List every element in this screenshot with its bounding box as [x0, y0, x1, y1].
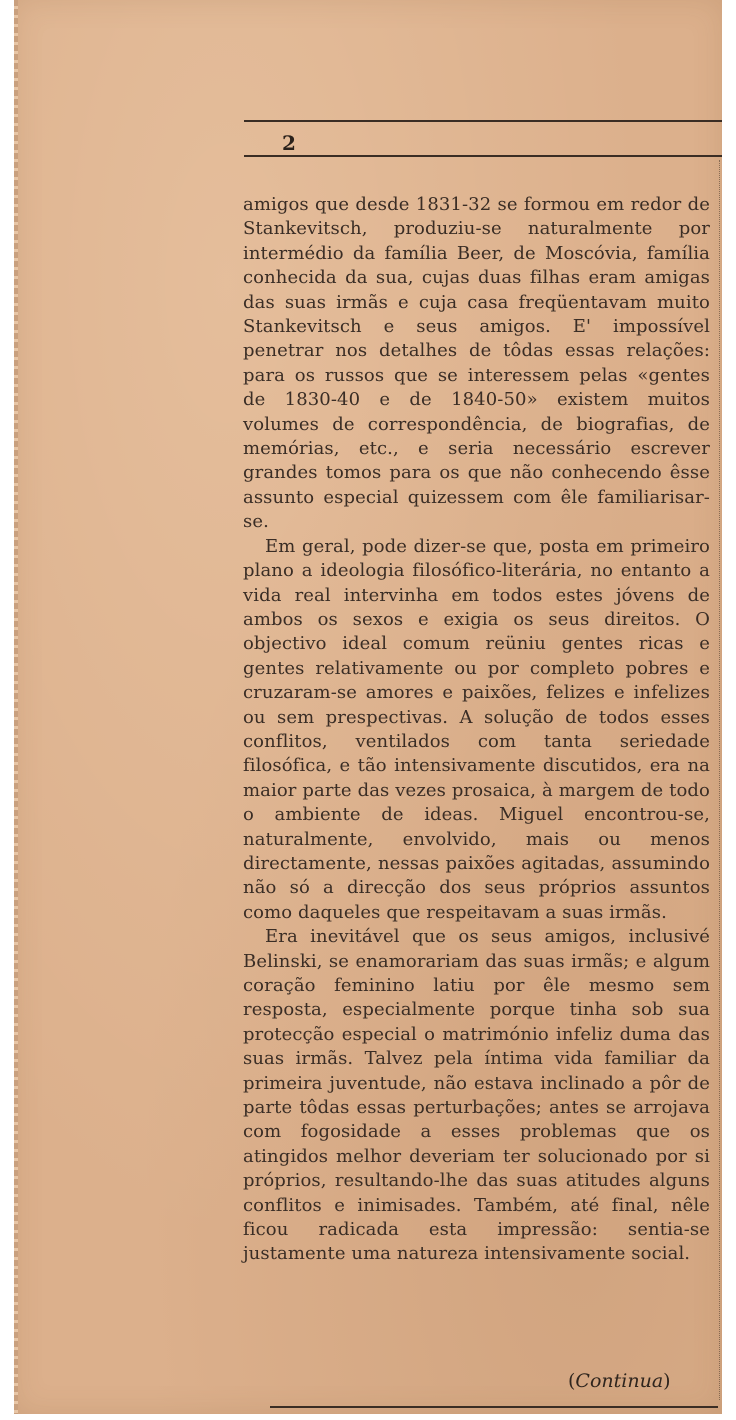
- column-border: [719, 160, 720, 1400]
- paragraph: Em geral, pode dizer-se que, posta em primeiro plano a ideologia filosófico-literária, no entanto a vida real intervinha em todos estes jóvens de ambos os sexos e exigia os seus direitos. O objectivo ideal comum reüniu gentes ricas e gentes relativamente ou por completo pobres e cruzaram-se amores e paixões, felizes e infelizes ou sem prespectivas. A solução de todos esses conflitos, ventilados com tanta seriedade filosófica, e tão intensivamente discutidos, era na maior parte das vezes prosaica, à margem de todo o ambiente de ideas. Miguel encontrou-se, naturalmente, envolvido, mais ou menos directamente, nessas paixões agitadas, assumindo não só a direcção dos seus próprios assuntos como daqueles que respeitavam a suas irmãs.: [243, 535, 710, 923]
- page-number: 2: [282, 131, 296, 155]
- paragraph: amigos que desde 1831-32 se formou em redor de Stankevitsch, produziu-se naturalmente por intermédio da família Beer, de Moscóvia, família conhecida da sua, cujas duas filhas eram amigas das suas irmãs e cuja casa freqüentavam muito Stankevitsch e seus amigos. E' impossível penetrar nos detalhes de tôdas essas relações: para os russos que se interessem pelas «gentes de 1830-40 e de 1840-50» existem muitos volumes de correspondência, de biografias, de memórias, etc., e seria necessário escrever grandes tomos para os que não conhecendo êsse assunto especial quizessem com êle familiarisar-se.: [243, 194, 710, 533]
- continuation-note: (Continua): [568, 1370, 671, 1392]
- header-rule: [244, 120, 722, 122]
- continuation-label: Continua: [575, 1370, 664, 1392]
- header-rule-lower: [244, 155, 722, 157]
- torn-edge: [14, 0, 18, 1414]
- paragraph: Era inevitável que os seus amigos, inclusivé Belinski, se enamorariam das suas irmãs; e algum coração feminino latiu por êle mesmo sem resposta, especialmente porque tinha sob sua protecção especial o matrimónio infeliz duma das suas irmãs. Talvez pela íntima vida familiar da primeira juventude, não estava inclinado a pôr de parte tôdas essas perturbações; antes se arrojava com fogosidade a esses problemas que os atingidos melhor deveriam ter solucionado por si próprios, resultando-lhe das suas atitudes alguns conflitos e inimisades. Também, até final, nêle ficou radicada esta impressão: sentia-se justamente uma natureza intensivamente social.: [243, 926, 710, 1265]
- footer-rule: [270, 1406, 718, 1408]
- article-body: [243, 193, 710, 1267]
